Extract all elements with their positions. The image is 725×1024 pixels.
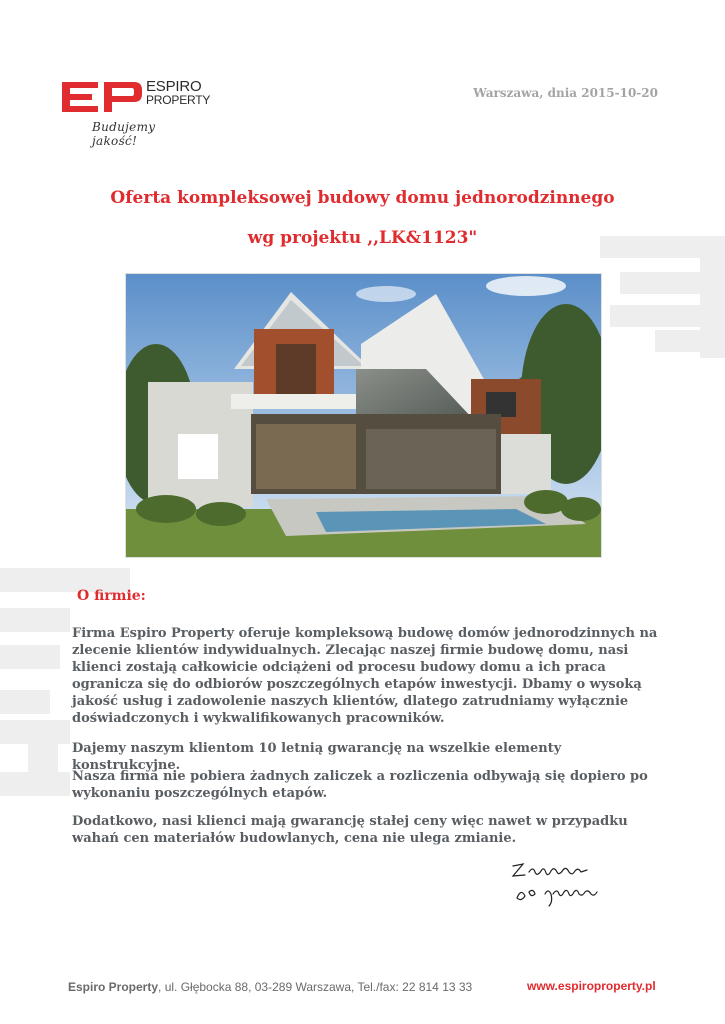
footer-company-name: Espiro Property (68, 980, 159, 994)
logo-name-line1: ESPIRO (146, 78, 202, 95)
company-logo (62, 78, 211, 148)
about-paragraph-4: Dodatkowo, nasi klienci mają gwarancję stałej ceny więc nawet w przypadku wahań cen materiałów budowlanych, cena nie ulega zmianie. (72, 814, 628, 846)
about-heading: O firmie: (77, 588, 146, 604)
handwritten-signature (505, 858, 615, 908)
logo-name-line2: PROPERTY (146, 93, 211, 107)
document-title-line2: wg projektu ,,LK&1123" (247, 228, 478, 248)
about-paragraph-2: Dajemy naszym klientom 10 letnią gwarancję na wszelkie elementy konstrukcyjne. (72, 741, 562, 773)
document-date: Warszawa, dnia 2015-10-20 (473, 86, 658, 100)
logo-tagline: Budujemy jakość! (92, 120, 156, 148)
document-title-line1: Oferta kompleksowej budowy domu jednorodzinnego (110, 188, 615, 208)
footer-address: , ul. Głębocka 88, 03-289 Warszawa, Tel./fax: 22 814 13 33 (158, 980, 473, 994)
logo-wordmark (146, 80, 210, 107)
about-paragraph-1: Firma Espiro Property oferuje kompleksową budowę domów jednorodzinnych na zlecenie klientów indywidualnych. Zlecając naszej firmie budowę domu, nasi klienci zostają całkowicie odciążeni od procesu budowy domu a ich praca ogranicza się do odbiorów poszczególnych etapów inwestycji. Dbamy o wysoką jakość usług i zadowolenie naszych klientów, dlatego zatrudniamy wyłącznie doświadczonych i wykwalifikowanych pracowników. (72, 626, 658, 726)
footer-website-link[interactable]: www.espiroproperty.pl (527, 979, 656, 993)
footer-contact (68, 980, 472, 994)
house-photo (125, 273, 602, 558)
ep-logo-mark-icon (62, 80, 144, 114)
about-paragraph-3: Nasza firma nie pobiera żadnych zaliczek a rozliczenia odbywają się dopiero po wykonaniu poszczególnych etapów. (72, 769, 648, 801)
